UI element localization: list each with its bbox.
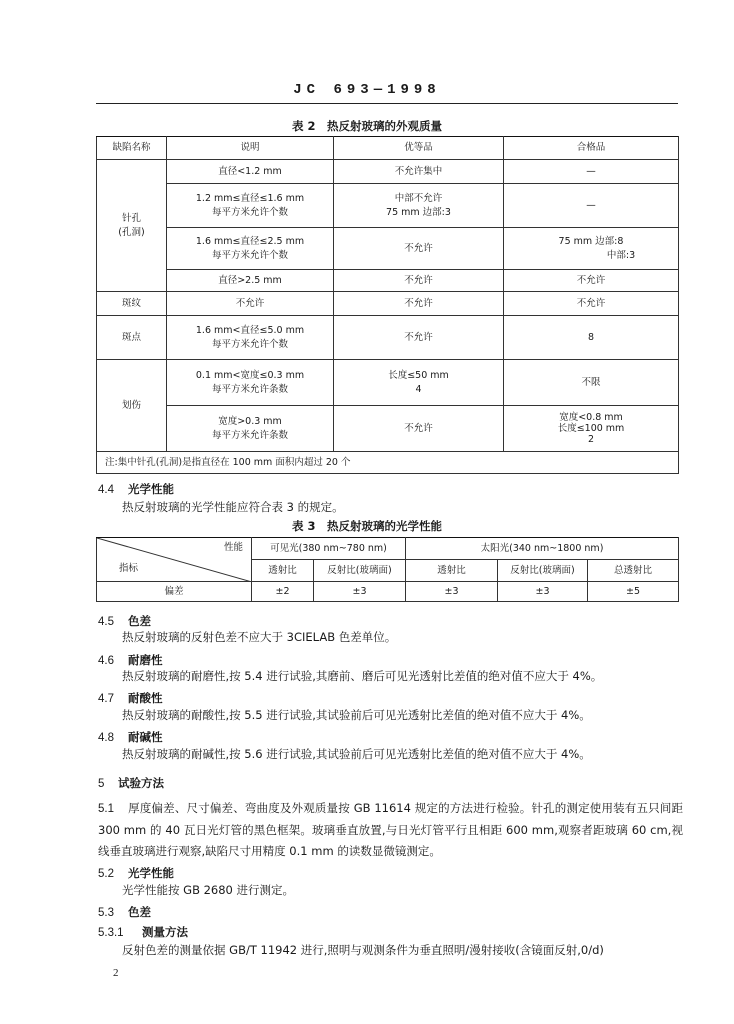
- cell: 不允许集中: [334, 160, 504, 184]
- table2-caption: 表 2 热反射玻璃的外观质量: [291, 119, 442, 133]
- appearance-quality-table: [96, 136, 679, 474]
- cell: 不允许: [334, 406, 504, 452]
- optical-performance-table: [96, 537, 679, 602]
- pinhole-name: 针孔: [121, 212, 141, 224]
- scratch-name: 划伤: [97, 360, 167, 452]
- table-row: [97, 316, 679, 360]
- pinhole-name-cell: [97, 160, 167, 292]
- cell: 不允许: [334, 292, 504, 316]
- table-row: [97, 270, 679, 292]
- section-4-5-text: 热反射玻璃的反射色差不应大于 3CIELAB 色差单位。: [122, 630, 397, 644]
- table2-note: 注:集中针孔(孔洞)是指直径在 100 mm 面积内超过 20 个: [97, 452, 679, 474]
- cell-line: 1.6 mm<直径≤5.0 mm: [195, 324, 305, 336]
- cell: [167, 316, 334, 360]
- page-number: 2: [113, 967, 119, 979]
- section-title: 光学性能: [128, 866, 174, 880]
- cell-line: 每平方米允许条数: [211, 383, 288, 395]
- section-number: 4.6: [98, 655, 114, 667]
- streak-name: 斑纹: [97, 292, 167, 316]
- sub-header: 透射比: [406, 560, 498, 582]
- section-4-4-text: 热反射玻璃的光学性能应符合表 3 的规定。: [122, 500, 344, 514]
- section-title: 色差: [128, 905, 151, 919]
- cell: [167, 184, 334, 228]
- cell-line: 中部不允许: [394, 192, 443, 204]
- corner-label-performance: 性能: [223, 542, 243, 553]
- cell-line: 长度≤100 mm: [557, 423, 625, 434]
- section-4-6-text: 热反射玻璃的耐磨性,按 5.4 进行试验,其磨前、磨后可见光透射比差值的绝对值不应大于 4%。: [122, 669, 603, 683]
- table-row: [97, 292, 679, 316]
- section-title: 光学性能: [128, 482, 174, 496]
- cell: ±3: [498, 582, 588, 602]
- visible-light-group: 可见光(380 nm~780 nm): [252, 538, 406, 560]
- table-row: [97, 582, 679, 602]
- cell: ±2: [252, 582, 314, 602]
- cell: [334, 360, 504, 406]
- cell: 不允许: [504, 292, 679, 316]
- col-description: 说明: [167, 137, 334, 160]
- section-number: 5: [98, 778, 105, 790]
- paragraph-body: 厚度偏差、尺寸偏差、弯曲度及外观质量按 GB 11614 规定的方法进行检验。针孔的测定使用装有五只间距 300 mm 的 40 瓦日光灯管的黑色框架。玻璃垂直放置,与日光灯管平行且相距 600 mm,观察者距玻璃 60 cm,视线垂直玻璃进行观察,缺陷尺寸用精度 0.1 mm 的读数显微镜测定。: [98, 801, 683, 858]
- cell-line: 宽度<0.8 mm: [559, 412, 623, 423]
- section-4-7-heading: [98, 690, 163, 706]
- standard-code-header: JC 693—1998: [293, 82, 441, 98]
- col-defect-name: 缺陷名称: [97, 137, 167, 160]
- cell-line: 每平方米允许条数: [211, 429, 288, 441]
- cell: 不允许: [334, 228, 504, 270]
- section-5-3-1-heading: [98, 924, 188, 940]
- header-rule: [96, 103, 678, 104]
- cell-line: 宽度>0.3 mm: [218, 415, 282, 427]
- cell-line: 中部:3: [606, 249, 636, 261]
- section-title: 色差: [128, 614, 151, 628]
- section-4-7-text: 热反射玻璃的耐酸性,按 5.5 进行试验,其试验前后可见光透射比差值的绝对值不应大于 4%。: [122, 708, 591, 722]
- cell: 不允许: [167, 292, 334, 316]
- cell-line: 每平方米允许个数: [211, 206, 288, 218]
- table-row: [97, 184, 679, 228]
- section-4-8-heading: [98, 729, 163, 745]
- sub-header: 反射比(玻璃面): [314, 560, 406, 582]
- cell: [167, 360, 334, 406]
- sub-header: 反射比(玻璃面): [498, 560, 588, 582]
- section-5-2-heading: [98, 865, 174, 881]
- cell: [504, 228, 679, 270]
- table-row: [97, 160, 679, 184]
- table-row: [97, 406, 679, 452]
- section-number: 5.2: [98, 868, 114, 880]
- section-number: 4.4: [98, 484, 114, 496]
- section-4-8-text: 热反射玻璃的耐碱性,按 5.6 进行试验,其试验前后可见光透射比差值的绝对值不应大于 4%。: [122, 747, 591, 761]
- cell-line: 75 mm 边部:3: [386, 206, 451, 218]
- table2-header-row: [97, 137, 679, 160]
- section-title: 耐磨性: [128, 653, 163, 667]
- section-number: 5.3.1: [98, 927, 124, 939]
- corner-label-indicator: 指标: [119, 563, 139, 574]
- cell: ±3: [314, 582, 406, 602]
- cell: 8: [504, 316, 679, 360]
- section-4-4-heading: [98, 481, 174, 497]
- section-title: 耐碱性: [128, 730, 163, 744]
- section-number: 5.3: [98, 907, 114, 919]
- table3-caption: 表 3 热反射玻璃的光学性能: [291, 519, 442, 533]
- cell-line: 75 mm 边部:8: [558, 235, 624, 247]
- section-5-1-text: [98, 798, 683, 862]
- section-number: 4.5: [98, 616, 114, 628]
- table3-header-row: [97, 538, 679, 560]
- section-title: 耐酸性: [128, 691, 163, 705]
- spot-name: 斑点: [97, 316, 167, 360]
- table-row: [97, 360, 679, 406]
- section-title: 试验方法: [118, 776, 164, 790]
- cell: 不允许: [334, 270, 504, 292]
- cell: [167, 228, 334, 270]
- sub-header: 透射比: [252, 560, 314, 582]
- cell-line: 1.6 mm≤直径≤2.5 mm: [195, 235, 305, 247]
- table-note-row: [97, 452, 679, 474]
- section-5-3-1-text: 反射色差的测量依据 GB/T 11942 进行,照明与观测条件为垂直照明/漫射接收(含镜面反射,0/d): [122, 943, 604, 957]
- cell: —: [504, 184, 679, 228]
- section-number: 5.1: [98, 803, 114, 815]
- cell: [504, 406, 679, 452]
- cell: 直径>2.5 mm: [167, 270, 334, 292]
- section-title: 测量方法: [142, 925, 188, 939]
- table3-corner-cell: [97, 538, 252, 582]
- cell-line: 每平方米允许个数: [211, 249, 288, 261]
- cell: 不允许: [504, 270, 679, 292]
- cell-line: 4: [415, 383, 422, 395]
- cell: 不限: [504, 360, 679, 406]
- section-5-heading: [98, 775, 164, 791]
- cell: ±5: [588, 582, 679, 602]
- sub-header: 总透射比: [588, 560, 679, 582]
- cell-line: 长度≤50 mm: [388, 369, 449, 381]
- section-5-2-text: 光学性能按 GB 2680 进行测定。: [122, 883, 295, 897]
- row-label-deviation: 偏差: [97, 582, 252, 602]
- section-number: 4.7: [98, 693, 114, 705]
- table-row: [97, 228, 679, 270]
- cell-line: 每平方米允许个数: [211, 338, 288, 350]
- cell-line: 2: [587, 434, 595, 445]
- pinhole-name-alt: (孔洞): [118, 226, 145, 238]
- cell: ±3: [406, 582, 498, 602]
- cell: 直径<1.2 mm: [167, 160, 334, 184]
- col-premium: 优等品: [334, 137, 504, 160]
- cell: [334, 184, 504, 228]
- cell: —: [504, 160, 679, 184]
- section-number: 4.8: [98, 732, 114, 744]
- cell-line: 1.2 mm≤直径≤1.6 mm: [195, 192, 305, 204]
- solar-light-group: 太阳光(340 nm~1800 nm): [406, 538, 679, 560]
- cell: 不允许: [334, 316, 504, 360]
- cell-line: 0.1 mm<宽度≤0.3 mm: [195, 369, 305, 381]
- cell: [167, 406, 334, 452]
- col-qualified: 合格品: [504, 137, 679, 160]
- section-5-3-heading: [98, 904, 151, 920]
